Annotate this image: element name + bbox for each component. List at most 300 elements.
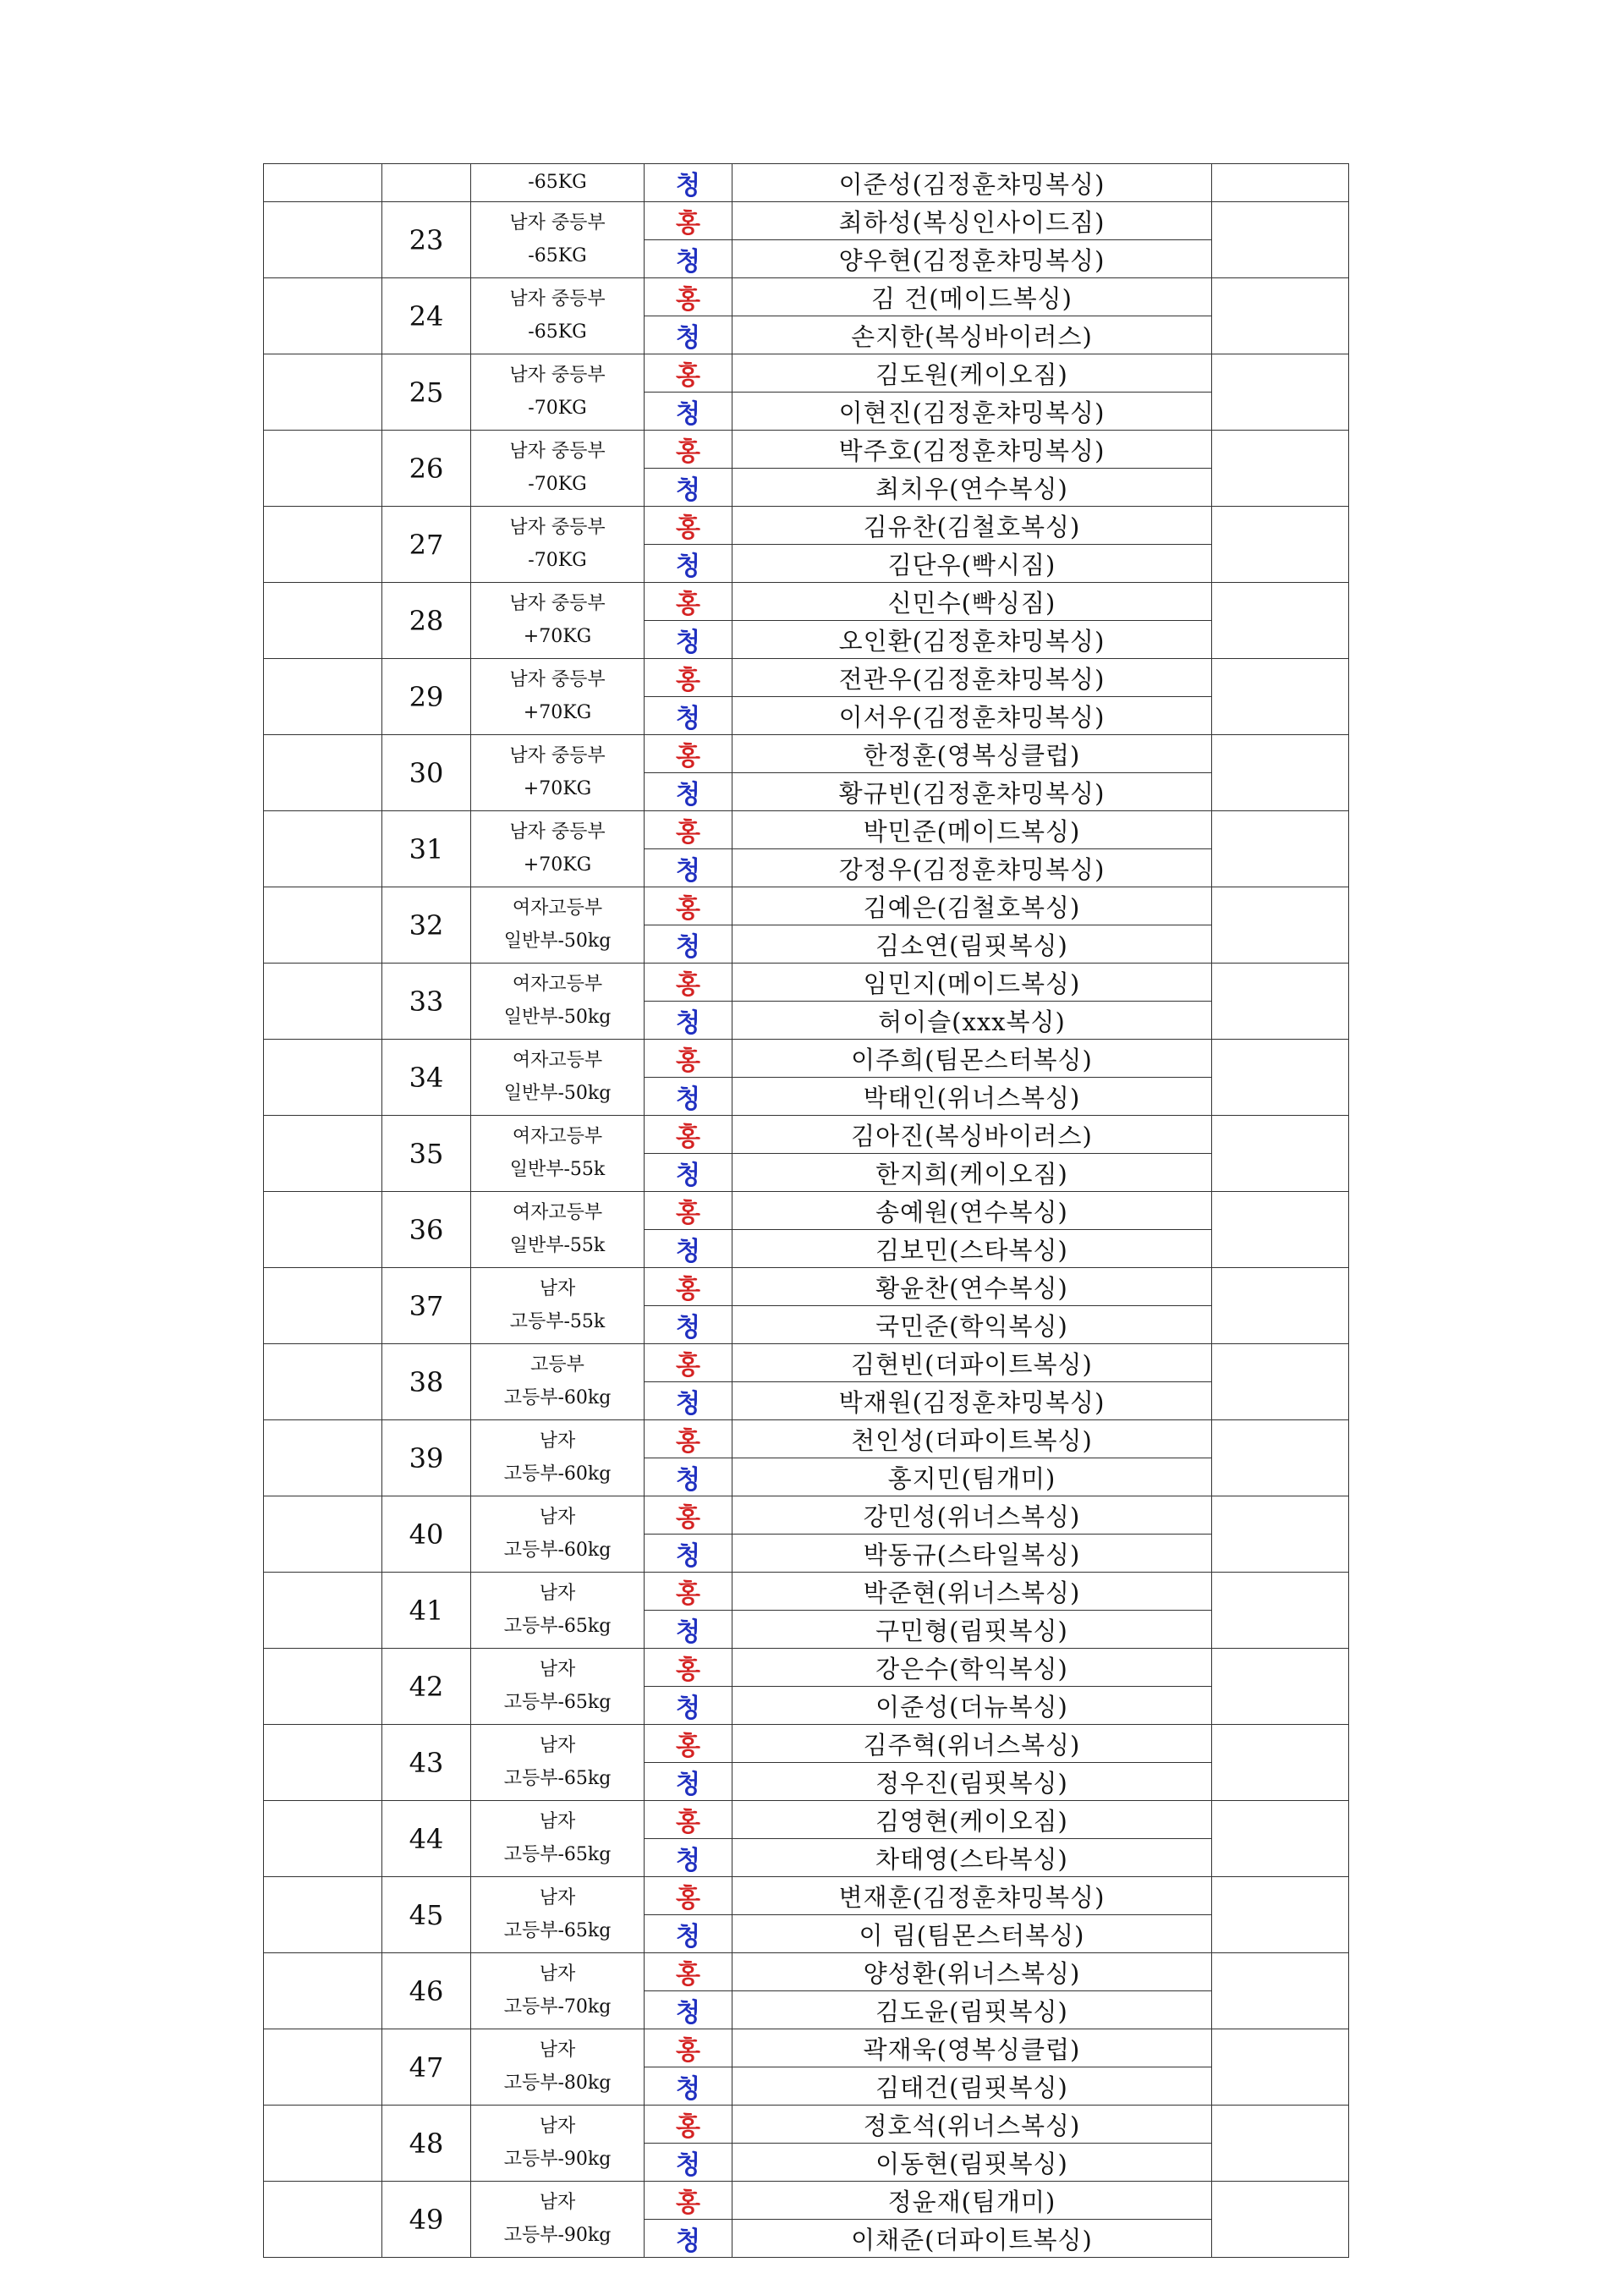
blue-fighter-name: 김태건(림핏복싱) <box>732 2067 1212 2106</box>
red-corner-label: 홍 <box>645 735 732 773</box>
red-corner-label: 홍 <box>645 1801 732 1839</box>
blue-fighter-name: 양우현(김정훈챠밍복싱) <box>732 240 1212 278</box>
blue-corner-label: 청 <box>645 2067 732 2106</box>
division-cell <box>471 1344 645 1420</box>
division-category: 남자 중등부 <box>509 212 606 233</box>
division-category: 여자고등부 <box>512 974 603 995</box>
bout-number: 41 <box>382 1573 471 1649</box>
blue-corner-label: 청 <box>645 469 732 507</box>
note-cell <box>1212 964 1349 1040</box>
division-category: 남자 중등부 <box>509 745 606 766</box>
note-cell <box>1212 2106 1349 2182</box>
blank-cell <box>264 1573 382 1649</box>
division-weight: 고등부-65kg <box>503 1691 612 1713</box>
blue-fighter-name: 손지한(복싱바이러스) <box>732 316 1212 354</box>
division-category: 남자 <box>539 1735 576 1756</box>
note-cell <box>1212 278 1349 354</box>
division-weight: 고등부-60kg <box>503 1539 612 1561</box>
blue-corner-label: 청 <box>645 1991 732 2029</box>
blue-corner-label: 청 <box>645 1687 732 1725</box>
red-corner-label: 홍 <box>645 2182 732 2220</box>
red-fighter-name: 김주혁(위너스복싱) <box>732 1725 1212 1763</box>
red-corner-label: 홍 <box>645 2029 732 2067</box>
bout-number: 30 <box>382 735 471 811</box>
table-row <box>264 1496 1349 1535</box>
blank-cell <box>264 164 382 202</box>
division-weight: -70KG <box>528 397 587 419</box>
note-cell <box>1212 1725 1349 1801</box>
blue-fighter-name: 이현진(김정훈챠밍복싱) <box>732 393 1212 431</box>
red-fighter-name: 한정훈(영복싱클럽) <box>732 735 1212 773</box>
bout-number: 44 <box>382 1801 471 1877</box>
table-row <box>264 887 1349 925</box>
division-cell <box>471 1725 645 1801</box>
red-fighter-name: 김예은(김철호복싱) <box>732 887 1212 925</box>
red-fighter-name: 정윤재(팀개미) <box>732 2182 1212 2220</box>
note-cell <box>1212 659 1349 735</box>
red-fighter-name: 박민준(메이드복싱) <box>732 811 1212 849</box>
blue-corner-label: 청 <box>645 697 732 735</box>
note-cell <box>1212 1344 1349 1420</box>
red-corner-label: 홍 <box>645 659 732 697</box>
note-cell <box>1212 1953 1349 2029</box>
division-weight: 고등부-60kg <box>503 1463 612 1485</box>
division-cell <box>471 1953 645 2029</box>
blue-fighter-name: 구민형(림핏복싱) <box>732 1611 1212 1649</box>
table-row <box>264 1344 1349 1382</box>
division-weight: 고등부-90kg <box>503 2224 612 2246</box>
red-fighter-name: 김유찬(김철호복싱) <box>732 507 1212 545</box>
division-weight: 고등부-55k <box>509 1310 606 1332</box>
red-corner-label: 홍 <box>645 1649 732 1687</box>
division-category: 남자 중등부 <box>509 288 606 310</box>
blue-corner-label: 청 <box>645 849 732 887</box>
red-fighter-name: 김아진(복싱바이러스) <box>732 1116 1212 1154</box>
red-corner-label: 홍 <box>645 1116 732 1154</box>
division-weight: 고등부-80kg <box>503 2072 612 2094</box>
blue-corner-label: 청 <box>645 240 732 278</box>
division-cell <box>471 164 645 202</box>
note-cell <box>1212 583 1349 659</box>
bout-number: 29 <box>382 659 471 735</box>
blue-fighter-name: 정우진(림핏복싱) <box>732 1763 1212 1801</box>
division-cell <box>471 431 645 507</box>
blue-fighter-name: 이준성(김정훈챠밍복싱) <box>732 164 1212 202</box>
blue-fighter-name: 김도윤(림핏복싱) <box>732 1991 1212 2029</box>
bout-number: 28 <box>382 583 471 659</box>
division-category: 남자 중등부 <box>509 441 606 462</box>
red-corner-label: 홍 <box>645 431 732 469</box>
table-row <box>264 431 1349 469</box>
blue-corner-label: 청 <box>645 1078 732 1116</box>
red-corner-label: 홍 <box>645 1420 732 1458</box>
red-corner-label: 홍 <box>645 1725 732 1763</box>
division-cell <box>471 507 645 583</box>
red-fighter-name: 강은수(학익복싱) <box>732 1649 1212 1687</box>
blank-cell <box>264 1649 382 1725</box>
blank-cell <box>264 354 382 431</box>
note-cell <box>1212 202 1349 278</box>
division-weight: 일반부-55k <box>509 1158 606 1180</box>
division-category: 고등부 <box>530 1354 584 1375</box>
blank-cell <box>264 1192 382 1268</box>
division-cell <box>471 1268 645 1344</box>
blank-cell <box>264 1953 382 2029</box>
division-category: 남자 중등부 <box>509 365 606 386</box>
division-cell <box>471 1496 645 1573</box>
blank-cell <box>264 202 382 278</box>
division-cell <box>471 583 645 659</box>
note-cell <box>1212 507 1349 583</box>
note-cell <box>1212 1268 1349 1344</box>
division-category: 남자 중등부 <box>509 593 606 614</box>
note-cell <box>1212 735 1349 811</box>
bout-number: 23 <box>382 202 471 278</box>
division-weight: +70KG <box>523 777 592 799</box>
blue-fighter-name: 강정우(김정훈챠밍복싱) <box>732 849 1212 887</box>
division-category: 남자 <box>539 1887 576 1908</box>
blank-cell <box>264 507 382 583</box>
blank-cell <box>264 659 382 735</box>
red-corner-label: 홍 <box>645 1496 732 1535</box>
bout-number: 25 <box>382 354 471 431</box>
blue-fighter-name: 한지희(케이오짐) <box>732 1154 1212 1192</box>
red-corner-label: 홍 <box>645 354 732 393</box>
blue-fighter-name: 허이슬(xxx복싱) <box>732 1002 1212 1040</box>
division-category: 남자 중등부 <box>509 669 606 690</box>
bout-number: 27 <box>382 507 471 583</box>
division-weight: +70KG <box>523 701 592 723</box>
division-cell <box>471 964 645 1040</box>
blank-cell <box>264 1040 382 1116</box>
blue-fighter-name: 이 림(팀몬스터복싱) <box>732 1915 1212 1953</box>
red-fighter-name: 황윤찬(연수복싱) <box>732 1268 1212 1306</box>
red-fighter-name: 전관우(김정훈챠밍복싱) <box>732 659 1212 697</box>
blue-fighter-name: 국민준(학익복싱) <box>732 1306 1212 1344</box>
red-fighter-name: 천인성(더파이트복싱) <box>732 1420 1212 1458</box>
note-cell <box>1212 1573 1349 1649</box>
red-fighter-name: 변재훈(김정훈챠밍복싱) <box>732 1877 1212 1915</box>
blue-fighter-name: 홍지민(팀개미) <box>732 1458 1212 1496</box>
blue-fighter-name: 박태인(위너스복싱) <box>732 1078 1212 1116</box>
note-cell <box>1212 811 1349 887</box>
division-category: 남자 <box>539 1659 576 1680</box>
division-weight: -65KG <box>528 321 587 343</box>
division-weight: 고등부-65kg <box>503 1767 612 1789</box>
bout-number: 40 <box>382 1496 471 1573</box>
division-cell <box>471 659 645 735</box>
bout-table-body <box>264 164 1349 2258</box>
bout-number: 37 <box>382 1268 471 1344</box>
blank-cell <box>264 1496 382 1573</box>
red-corner-label: 홍 <box>645 583 732 621</box>
division-category: 남자 <box>539 1811 576 1832</box>
blue-fighter-name: 이준성(더뉴복싱) <box>732 1687 1212 1725</box>
blue-fighter-name: 김단우(빡시짐) <box>732 545 1212 583</box>
blank-cell <box>264 278 382 354</box>
division-category: 남자 <box>539 1963 576 1985</box>
red-fighter-name: 김 건(메이드복싱) <box>732 278 1212 316</box>
division-weight: 일반부-50kg <box>503 1082 612 1104</box>
division-category: 남자 중등부 <box>509 821 606 843</box>
blue-fighter-name: 최치우(연수복싱) <box>732 469 1212 507</box>
blue-fighter-name: 차태영(스타복싱) <box>732 1839 1212 1877</box>
note-cell <box>1212 164 1349 202</box>
bout-number: 33 <box>382 964 471 1040</box>
division-weight: -65KG <box>528 171 587 193</box>
division-weight: +70KG <box>523 625 592 647</box>
blue-corner-label: 청 <box>645 545 732 583</box>
blue-corner-label: 청 <box>645 1763 732 1801</box>
division-category: 남자 <box>539 1583 576 1604</box>
blue-corner-label: 청 <box>645 1915 732 1953</box>
division-category: 남자 <box>539 1507 576 1528</box>
division-cell <box>471 2029 645 2106</box>
division-category: 남자 <box>539 2192 576 2213</box>
table-row <box>264 2182 1349 2220</box>
blue-corner-label: 청 <box>645 393 732 431</box>
table-row <box>264 1573 1349 1611</box>
bout-number: 48 <box>382 2106 471 2182</box>
table-row <box>264 1725 1349 1763</box>
blue-corner-label: 청 <box>645 1230 732 1268</box>
bout-number: 49 <box>382 2182 471 2258</box>
bout-number: 46 <box>382 1953 471 2029</box>
table-row <box>264 354 1349 393</box>
division-weight: -70KG <box>528 549 587 571</box>
bout-number-cell <box>382 164 471 202</box>
table-row <box>264 583 1349 621</box>
red-fighter-name: 박준현(위너스복싱) <box>732 1573 1212 1611</box>
red-corner-label: 홍 <box>645 1268 732 1306</box>
division-weight: 고등부-90kg <box>503 2148 612 2170</box>
table-row <box>264 1877 1349 1915</box>
red-fighter-name: 최하성(복싱인사이드짐) <box>732 202 1212 240</box>
blank-cell <box>264 887 382 964</box>
note-cell <box>1212 1192 1349 1268</box>
blue-fighter-name: 박동규(스타일복싱) <box>732 1535 1212 1573</box>
bout-number: 39 <box>382 1420 471 1496</box>
division-cell <box>471 1649 645 1725</box>
blank-cell <box>264 1116 382 1192</box>
blue-fighter-name: 김소연(림핏복싱) <box>732 925 1212 964</box>
note-cell <box>1212 1877 1349 1953</box>
note-cell <box>1212 1496 1349 1573</box>
red-corner-label: 홍 <box>645 202 732 240</box>
table-row <box>264 202 1349 240</box>
blue-fighter-name: 김보민(스타복싱) <box>732 1230 1212 1268</box>
red-corner-label: 홍 <box>645 1192 732 1230</box>
red-corner-label: 홍 <box>645 811 732 849</box>
blue-corner-label: 청 <box>645 621 732 659</box>
bout-number: 31 <box>382 811 471 887</box>
table-row <box>264 659 1349 697</box>
bout-number: 42 <box>382 1649 471 1725</box>
note-cell <box>1212 1649 1349 1725</box>
red-fighter-name: 이주희(팀몬스터복싱) <box>732 1040 1212 1078</box>
division-cell <box>471 1420 645 1496</box>
blue-fighter-name: 오인환(김정훈챠밍복싱) <box>732 621 1212 659</box>
table-row <box>264 1268 1349 1306</box>
division-cell <box>471 202 645 278</box>
red-corner-label: 홍 <box>645 1344 732 1382</box>
red-corner-label: 홍 <box>645 1877 732 1915</box>
blue-fighter-name: 이서우(김정훈챠밍복싱) <box>732 697 1212 735</box>
division-weight: -70KG <box>528 473 587 495</box>
blue-corner-label: 청 <box>645 316 732 354</box>
blue-fighter-name: 황규빈(김정훈챠밍복싱) <box>732 773 1212 811</box>
blue-corner-label: 청 <box>645 2144 732 2182</box>
blue-fighter-name: 이채준(더파이트복싱) <box>732 2220 1212 2258</box>
red-fighter-name: 송예원(연수복싱) <box>732 1192 1212 1230</box>
red-corner-label: 홍 <box>645 2106 732 2144</box>
red-corner-label: 홍 <box>645 507 732 545</box>
blank-cell <box>264 583 382 659</box>
table-row <box>264 507 1349 545</box>
division-cell <box>471 1192 645 1268</box>
blue-corner-label: 청 <box>645 1458 732 1496</box>
division-category: 여자고등부 <box>512 1050 603 1071</box>
table-row <box>264 735 1349 773</box>
division-weight: 고등부-60kg <box>503 1386 612 1408</box>
note-cell <box>1212 2029 1349 2106</box>
red-corner-label: 홍 <box>645 1953 732 1991</box>
table-row <box>264 2106 1349 2144</box>
division-cell <box>471 1801 645 1877</box>
red-corner-label: 홍 <box>645 1573 732 1611</box>
division-weight: 고등부-70kg <box>503 1996 612 2018</box>
bout-number: 36 <box>382 1192 471 1268</box>
red-fighter-name: 신민수(빡싱짐) <box>732 583 1212 621</box>
note-cell <box>1212 354 1349 431</box>
note-cell <box>1212 887 1349 964</box>
table-row <box>264 1420 1349 1458</box>
division-weight: 고등부-65kg <box>503 1615 612 1637</box>
blue-corner-label: 청 <box>645 1839 732 1877</box>
table-row <box>264 1040 1349 1078</box>
blank-cell <box>264 1801 382 1877</box>
blue-corner-label: 청 <box>645 773 732 811</box>
bout-number: 38 <box>382 1344 471 1420</box>
blue-corner-label: 청 <box>645 1306 732 1344</box>
division-cell <box>471 2106 645 2182</box>
division-weight: 고등부-65kg <box>503 1919 612 1941</box>
red-corner-label: 홍 <box>645 887 732 925</box>
blank-cell <box>264 431 382 507</box>
red-corner-label: 홍 <box>645 278 732 316</box>
table-row <box>264 1953 1349 1991</box>
red-fighter-name: 김도원(케이오짐) <box>732 354 1212 393</box>
blue-corner-label: 청 <box>645 1611 732 1649</box>
division-category: 남자 <box>539 1278 576 1299</box>
blank-cell <box>264 811 382 887</box>
division-cell <box>471 2182 645 2258</box>
red-fighter-name: 김현빈(더파이트복싱) <box>732 1344 1212 1382</box>
blue-fighter-name: 박재원(김정훈챠밍복싱) <box>732 1382 1212 1420</box>
red-fighter-name: 곽재욱(영복싱클럽) <box>732 2029 1212 2067</box>
note-cell <box>1212 1040 1349 1116</box>
division-category: 남자 <box>539 2116 576 2137</box>
division-cell <box>471 1040 645 1116</box>
bout-number: 24 <box>382 278 471 354</box>
note-cell <box>1212 431 1349 507</box>
division-weight: 고등부-65kg <box>503 1843 612 1865</box>
blue-corner-label: 청 <box>645 1535 732 1573</box>
division-category: 여자고등부 <box>512 898 603 919</box>
bout-number: 26 <box>382 431 471 507</box>
red-corner-label: 홍 <box>645 1040 732 1078</box>
note-cell <box>1212 1420 1349 1496</box>
table-row-continued <box>264 164 1349 202</box>
bout-table <box>263 163 1349 2258</box>
division-cell <box>471 887 645 964</box>
table-row <box>264 964 1349 1002</box>
blue-fighter-name: 이동현(림핏복싱) <box>732 2144 1212 2182</box>
blue-corner-label: 청 <box>645 1154 732 1192</box>
division-weight: 일반부-55k <box>509 1234 606 1256</box>
red-corner-label: 홍 <box>645 964 732 1002</box>
division-category: 여자고등부 <box>512 1126 603 1147</box>
red-fighter-name: 양성환(위너스복싱) <box>732 1953 1212 1991</box>
division-weight: 일반부-50kg <box>503 1006 612 1028</box>
table-row <box>264 1192 1349 1230</box>
blue-corner-label: 청 <box>645 1002 732 1040</box>
division-category: 남자 <box>539 2040 576 2061</box>
division-weight: +70KG <box>523 854 592 876</box>
note-cell <box>1212 1116 1349 1192</box>
division-category: 여자고등부 <box>512 1202 603 1223</box>
division-cell <box>471 1877 645 1953</box>
table-row <box>264 2029 1349 2067</box>
red-fighter-name: 박주호(김정훈챠밍복싱) <box>732 431 1212 469</box>
red-fighter-name: 정호석(위너스복싱) <box>732 2106 1212 2144</box>
table-row <box>264 1801 1349 1839</box>
division-category: 남자 중등부 <box>509 517 606 538</box>
division-weight: 일반부-50kg <box>503 930 612 952</box>
division-cell <box>471 1573 645 1649</box>
blue-corner-label: 청 <box>645 164 732 202</box>
blank-cell <box>264 1877 382 1953</box>
bout-number: 34 <box>382 1040 471 1116</box>
red-fighter-name: 김영현(케이오짐) <box>732 1801 1212 1839</box>
bout-number: 43 <box>382 1725 471 1801</box>
blank-cell <box>264 2029 382 2106</box>
division-cell <box>471 354 645 431</box>
blank-cell <box>264 1344 382 1420</box>
note-cell <box>1212 1801 1349 1877</box>
division-cell <box>471 811 645 887</box>
blank-cell <box>264 735 382 811</box>
blank-cell <box>264 2182 382 2258</box>
note-cell <box>1212 2182 1349 2258</box>
blank-cell <box>264 964 382 1040</box>
bout-number: 45 <box>382 1877 471 1953</box>
bout-number: 35 <box>382 1116 471 1192</box>
division-cell <box>471 1116 645 1192</box>
table-row <box>264 1116 1349 1154</box>
bout-number: 47 <box>382 2029 471 2106</box>
division-cell <box>471 278 645 354</box>
blue-corner-label: 청 <box>645 2220 732 2258</box>
blank-cell <box>264 2106 382 2182</box>
blank-cell <box>264 1725 382 1801</box>
bout-number: 32 <box>382 887 471 964</box>
table-row <box>264 811 1349 849</box>
blank-cell <box>264 1420 382 1496</box>
division-weight: -65KG <box>528 244 587 266</box>
table-row <box>264 278 1349 316</box>
blue-corner-label: 청 <box>645 1382 732 1420</box>
